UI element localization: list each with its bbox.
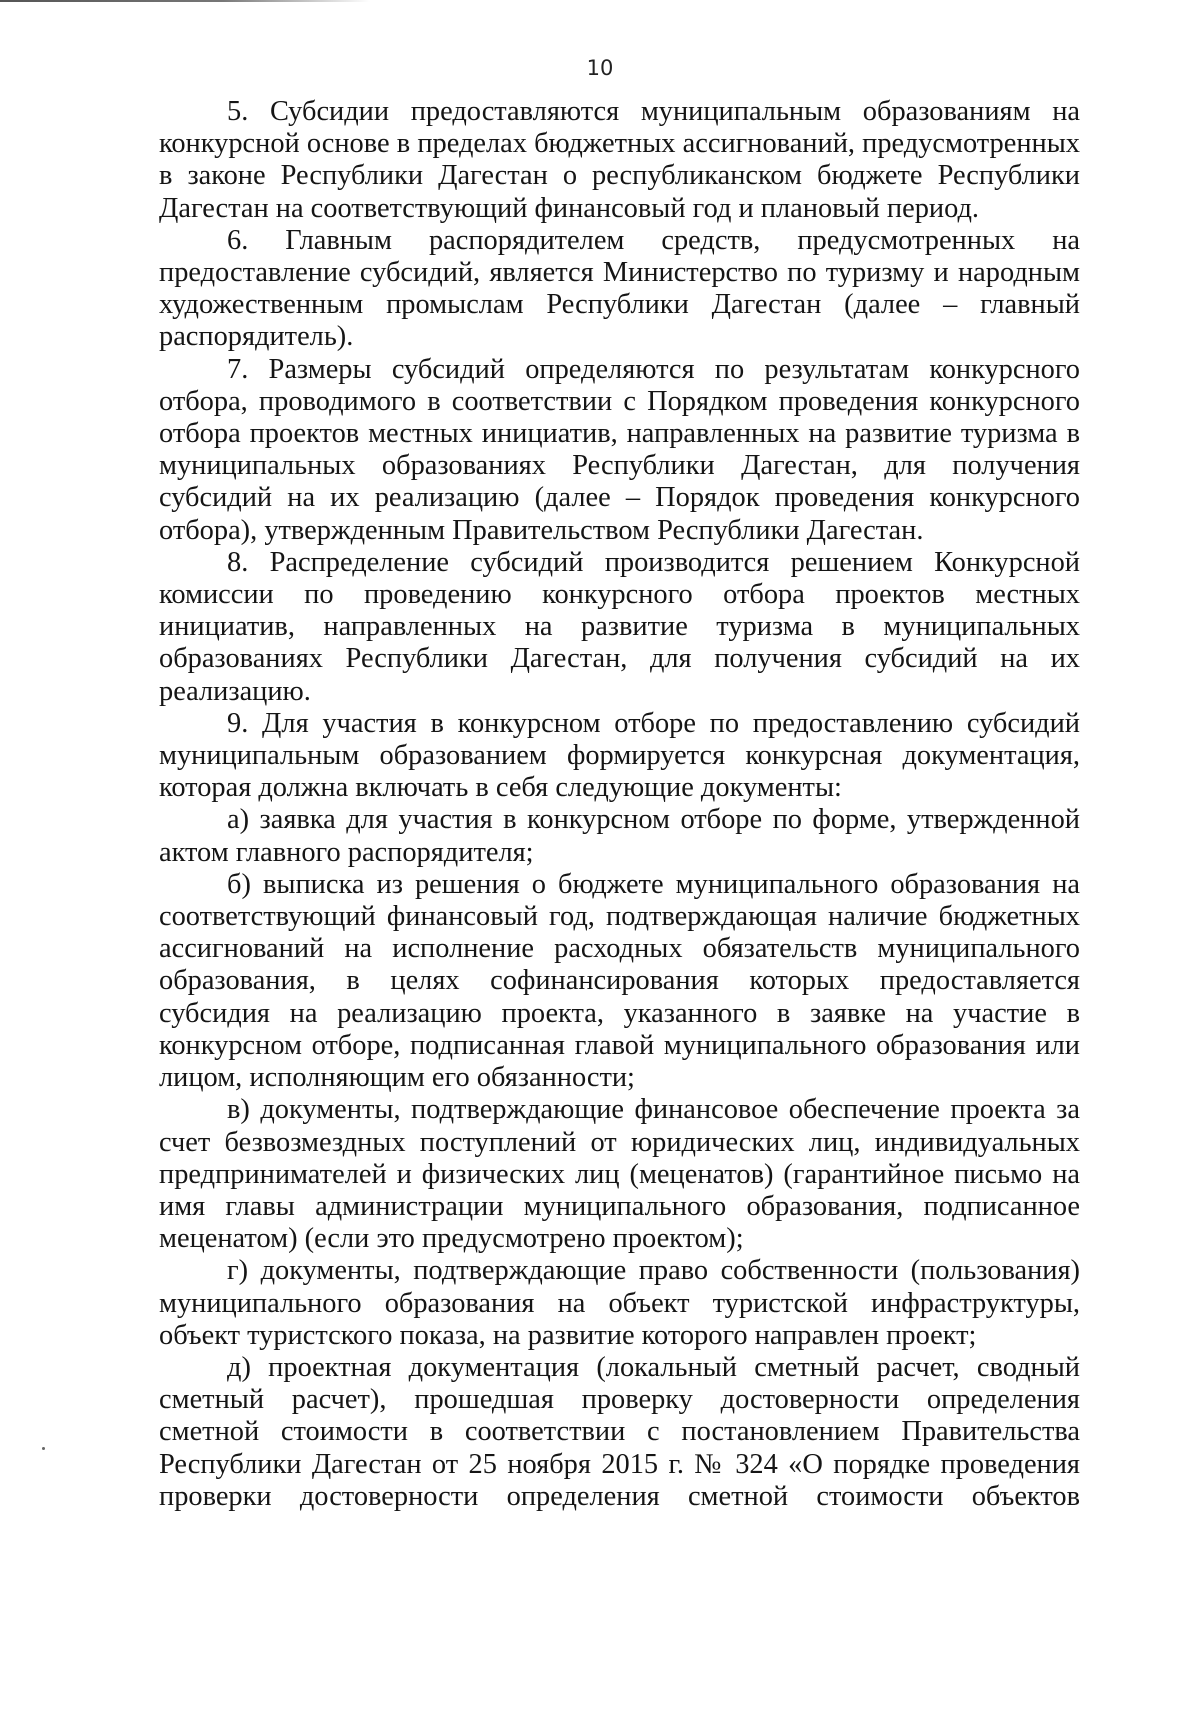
scan-speck (42, 1447, 45, 1450)
list-item-d: д) проектная документация (локальный сметный расчет, сводный сметный расчет), прошедшая проверку достоверности определения сметной стоимости в соответствии с постановлением Правительства Республики Дагестан от 25 ноября 2015 г. № 324 «О порядке проведения проверки достоверности определения сметной стоимости объектов (159, 1351, 1080, 1512)
list-item-b: б) выписка из решения о бюджете муниципального образования на соответствующий финансовый год, подтверждающая наличие бюджетных ассигнований на исполнение расходных обязательств муниципального образования, в целях софинансирования которых предоставляется субсидия на реализацию проекта, указанного в заявке на участие в конкурсном отборе, подписанная главой муниципального образования или лицом, исполняющим его обязанности; (159, 868, 1080, 1094)
page-number: 10 (586, 56, 614, 80)
paragraph-8: 8. Распределение субсидий производится решением Конкурсной комиссии по проведению конкурсного отбора проектов местных инициатив, направленных на развитие туризма в муниципальных образованиях Республики Дагестан, для получения субсидий на их реализацию. (159, 546, 1080, 707)
paragraph-6: 6. Главным распорядителем средств, предусмотренных на предоставление субсидий, является Министерство по туризму и народным художественным промыслам Республики Дагестан (далее – главный распорядитель). (159, 224, 1080, 353)
scan-edge-line (0, 0, 370, 2)
list-item-a: а) заявка для участия в конкурсном отборе по форме, утвержденной актом главного распорядителя; (159, 804, 1080, 868)
paragraph-5: 5. Субсидии предоставляются муниципальным образованиям на конкурсной основе в пределах бюджетных ассигнований, предусмотренных в законе Республики Дагестан о республиканском бюджете Республики Дагестан на соответствующий финансовый год и плановый период. (159, 96, 1080, 224)
list-item-v: в) документы, подтверждающие финансовое обеспечение проекта за счет безвозмездных поступлений от юридических лиц, индивидуальных предпринимателей и физических лиц (меценатов) (гарантийное письмо на имя главы администрации муниципального образования, подписанное меценатом) (если это предусмотрено проектом); (159, 1094, 1080, 1255)
list-item-g: г) документы, подтверждающие право собственности (пользования) муниципального образования на объект туристской инфраструктуры, объект туристского показа, на развитие которого направлен проект; (159, 1255, 1080, 1351)
paragraph-7: 7. Размеры субсидий определяются по результатам конкурсного отбора, проводимого в соответствии с Порядком проведения конкурсного отбора проектов местных инициатив, направленных на развитие туризма в муниципальных образованиях Республики Дагестан, для получения субсидий на их реализацию (далее – Порядок проведения конкурсного отбора), утвержденным Правительством Республики Дагестан. (159, 353, 1080, 546)
paragraph-9: 9. Для участия в конкурсном отборе по предоставлению субсидий муниципальным образованием формируется конкурсная документация, которая должна включать в себя следующие документы: (159, 707, 1080, 804)
document-body (159, 96, 1080, 1513)
